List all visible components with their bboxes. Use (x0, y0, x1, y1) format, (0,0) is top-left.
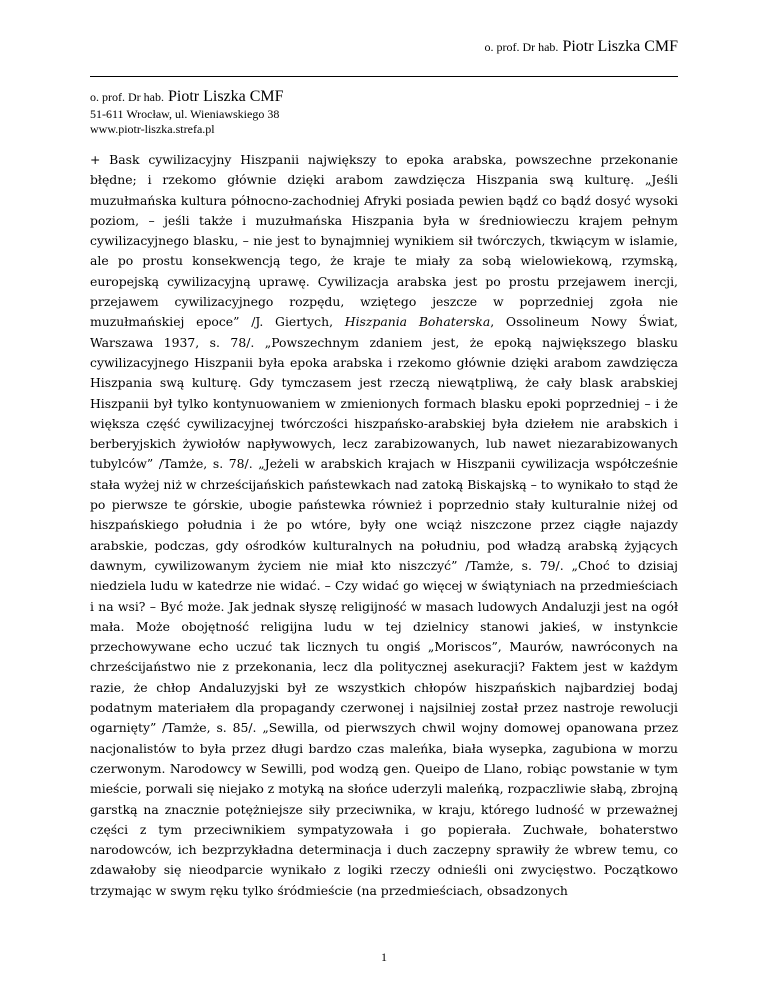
header-author (484, 38, 678, 56)
author-website: www.piotr-liszka.strefa.pl (90, 122, 215, 136)
header-author-name: Piotr Liszka CMF (562, 38, 678, 55)
author-block (90, 87, 284, 137)
book-title: Hiszpania Bohaterska (344, 314, 491, 330)
page-header (0, 0, 768, 76)
author-name: Piotr Liszka CMF (167, 88, 284, 105)
author-address: 51-611 Wrocław, ul. Wieniawskiego 38 (90, 107, 280, 121)
page-number: 1 (381, 950, 387, 964)
body-text-part-1: + Bask cywilizacyjny Hiszpanii największy to epoka arabska, powszechne przekonanie błędne; i rzekomo głównie dzięki arabom zawdzięcza Hiszpania swą kulturę. „Jeśli muzułmańska kultura północno-zachodniej Afryki posiada pewien bądź co bądź dosyć wysoki poziom, – jeśli także i muzułmańska Hiszpania była w średniowieczu krajem pełnym cywilizacyjnego blasku, – nie jest to bynajmniej wynikiem sił twórczych, tkwiącym w islamie, ale po prostu konsekwencją tego, że kraje te miały za sobą wielowiekową, rzymską, europejską cywilizacyjną uprawę. Cywilizacja arabska jest po prostu przejawem inercji, przejawem cywilizacyjnego rozpędu, wziętego jeszcze w poprzedniej zgoła nie muzułmańskiej epoce” /J. Giertych, (90, 152, 678, 330)
body-text-part-2: , Ossolineum Nowy Świat, Warszawa 1937, s. 78/. „Powszechnym zdaniem jest, że epoką największego blasku cywilizacyjnego Hiszpanii była epoka arabska i rzekomo głównie dzięki arabom zawdzięcza Hiszpania swą kulturę. Gdy tymczasem jest rzeczą niewątpliwą, że cały blask arabskiej Hiszpanii był tylko kontynuowaniem w zmienionych formach blasku epoki poprzedniej – i że większa część cywilizacyjnej twórczości hiszpańsko-arabskiej była dziełem nie arabskich i berberyjskich żywiołów napływowych, lecz zarabizowanych, lub nawet niezarabizowanych tubylców” /Tamże, s. 78/. „Jeżeli w arabskich krajach w Hiszpanii cywilizacja współcześnie stała wyżej niż w chrześcijańskich państewkach nad zatoką Biskajską – to wynikało to stąd że po pierwsze te górskie, ubogie państewka również i poprzednio stały kulturalnie niżej od hiszpańskiego południa i że po wtóre, były one wciąż niszczone przez ciągłe najazdy arabskie, podczas, gdy ośrodków kulturalnych na południu, pod władzą arabską żyjących dawnym, cywilizowanym życiem nie miał kto niszczyć” /Tamże, s. 79/. „Choć to dzisiaj niedziela ludu w katedrze nie widać. – Czy widać go więcej w świątyniach na przedmieściach i na wsi? – Być może. Jak jednak słyszę religijność w masach ludowych Andaluzji jest na ogół mała. Może obojętność religijna ludu w tej dzielnicy stanowi jakieś, w instynkcie przechowywane echo uczuć tak licznych tu ongiś „Moriscos”, Maurów, nawróconych na chrześcijaństwo nie z przekonania, lecz dla politycznej asekuracji? Faktem jest w każdym razie, że chłop Andaluzyjski był ze wszystkich chłopów hiszpańskich najbardziej bodaj podatnym materiałem dla propagandy czerwonej i najsilniej został przez nastroje rewolucji ogarnięty” /Tamże, s. 85/. „Sewilla, od pierwszych chwil wojny domowej opanowana przez nacjonalistów to była przez długi bardzo czas maleńka, biała wysepka, zagubiona w morzu czerwonym. Narodowcy w Sewilli, pod wodzą gen. Queipo de Llano, robiąc powstanie w tym mieście, porwali się niejako z motyką na słońce uderzyli maleńką, rozpaczliwie słabą, zbrojną garstką na znacznie potężniejsze siły przeciwnika, w kraju, którego ludność w przeważnej części z tym przeciwnikiem sympatyzowała i go popierała. Zuchwałe, bohaterstwo narodowców, ich bezprzykładna determinacja i duch zaczepny sprawiły że wbrew temu, co zdawałoby się nieodparcie wynikało z logiki rzeczy odnieśli oni zwycięstwo. Początkowo trzymając w swym ręku tylko śródmieście (na przedmieściach, obsadzonych (90, 314, 678, 898)
body-paragraph (90, 150, 678, 901)
author-title-prefix: o. prof. Dr hab. (90, 90, 164, 104)
header-title-prefix: o. prof. Dr hab. (484, 40, 559, 54)
header-rule (90, 76, 678, 77)
author-line (90, 87, 284, 107)
